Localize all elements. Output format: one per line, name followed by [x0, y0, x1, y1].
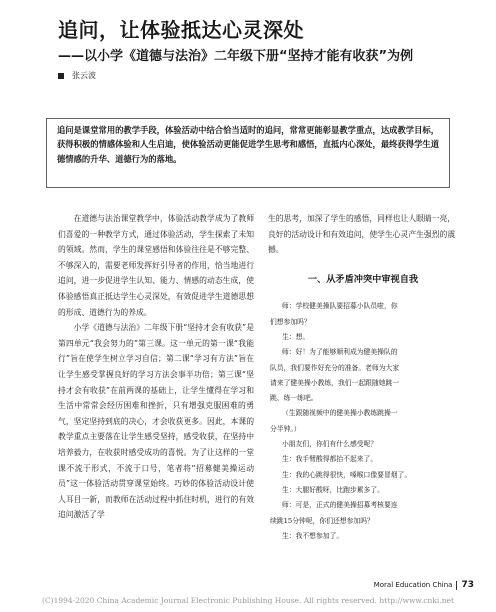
author-bullet-icon	[58, 73, 64, 79]
body-paragraph-continuation: 生的思考，加深了学生的感悟，同样也让人眼睛一亮，良好的活动设计和有效追问，使学生心灵产生强烈的震撼。	[268, 214, 456, 255]
dialogue-line: 师：可是，正式的健美操招募考核要连	[282, 501, 398, 510]
journal-name: Moral Education China	[373, 581, 453, 589]
dialogue-line: 分半钟。）	[270, 424, 301, 433]
footer-divider	[456, 581, 457, 590]
dialogue-line: 跳、练一练吧。	[270, 394, 318, 403]
section-heading: 一、从矛盾冲突中审视自我	[307, 273, 419, 285]
article-subtitle: ——以小学《道德与法治》二年级下册“坚持才能有收获”为例	[58, 49, 414, 64]
left-column	[58, 211, 254, 591]
body-paragraph: 小学《道德与法治》二年级下册“坚持才会有收获”是第四单元“我会努力的”第三课。这一单元的第一课“我能行”旨在使学生树立学习自信；第二课“学习有方法”旨在让学生感受掌握良好的学习方法会事半功倍；第三课“坚持才会有收获”在前两课的基础上，让学生懂得在学习和生活中常常会经历困难和挫折，只有增强克服困难的勇气，坚定坚持到底的决心，才会收获更多。因此，本课的教学重点主要落在让学生感受坚持，感受收获，在坚持中培养毅力，在收获时感受成功的喜悦。为了让这样的一堂课不流于形式，不流于口号，笔者将“招募健美操运动员”这一体验活动贯穿课堂始终。巧妙的体验活动设计使人耳目一新，而教师在活动过程中抓住时机，进行的有效追问激活了学	[58, 323, 254, 520]
dialogue-line: 小朋友们，你们有什么感受呢？	[282, 440, 378, 449]
dialogue-line: 生：我不想参加了。	[282, 531, 344, 540]
dialogue-block	[268, 299, 458, 544]
dialogue-line: 生：想。	[282, 332, 310, 341]
dialogue-line: 请来了健美操小教练，我们一起跟随她跳一	[270, 378, 400, 387]
page-footer	[374, 580, 474, 590]
author-name: 张云波	[72, 71, 96, 80]
dialogue-line: 们想参加吗？	[270, 317, 311, 326]
right-column	[268, 211, 458, 591]
dialogue-line: 师：好！为了能够顺利成为健美操队的	[282, 348, 398, 357]
dialogue-line: 生：大腿好酸呀，比跑步累多了。	[282, 485, 384, 494]
dialogue-line: 生：我手臂酸得都抬不起来了。	[282, 455, 378, 464]
dialogue-line: 续跳15分钟呢，你们还想参加吗？	[270, 516, 374, 525]
author-line	[58, 70, 96, 81]
article-title: 追问，让体验抵达心灵深处	[58, 18, 304, 42]
abstract-box	[46, 118, 450, 188]
dialogue-line: 师：学校健美操队要招募小队员啦，你	[282, 302, 398, 311]
body-paragraph: 在道德与法治课堂教学中，体验活动教学成为了教师们喜爱的一种教学方式，通过体验活动，学生探索了未知的领域。然而，学生的课堂感悟和体验往往是不够完整、不够深入的，需要老师发挥好引导者的作用，恰当地进行追问，进一步促进学生认知、能力、情感的动态生成，使体验感悟真正抵达学生心灵深处，有效促进学生道德思想的形成、道德行为的养成。	[58, 214, 254, 317]
dialogue-line: 生：我的心跳得很快，嗓喉口像要冒烟了。	[282, 470, 412, 479]
dialogue-line: 队员，我们要作好充分的准备。老师为大家	[270, 363, 400, 372]
abstract-text: 追问是课堂常用的教学手段，体验活动中结合恰当适时的追问，常常更能彰显教学重点，达成教学目标，获得积极的情感体验和人生启迪，使体验活动更能促进学生思考和感悟，直抵内心深处，最终获得学生道德情感的升华、道德行为的落地。	[57, 125, 439, 164]
copyright-notice: (C)1994-2020 China Academic Journal Electronic Publishing House. All rights reserved. http://www.cnki.net	[42, 596, 454, 605]
dialogue-line: （生跟随视频中的健美操小教练跳操一	[282, 409, 398, 418]
page-number: 73	[461, 580, 474, 590]
